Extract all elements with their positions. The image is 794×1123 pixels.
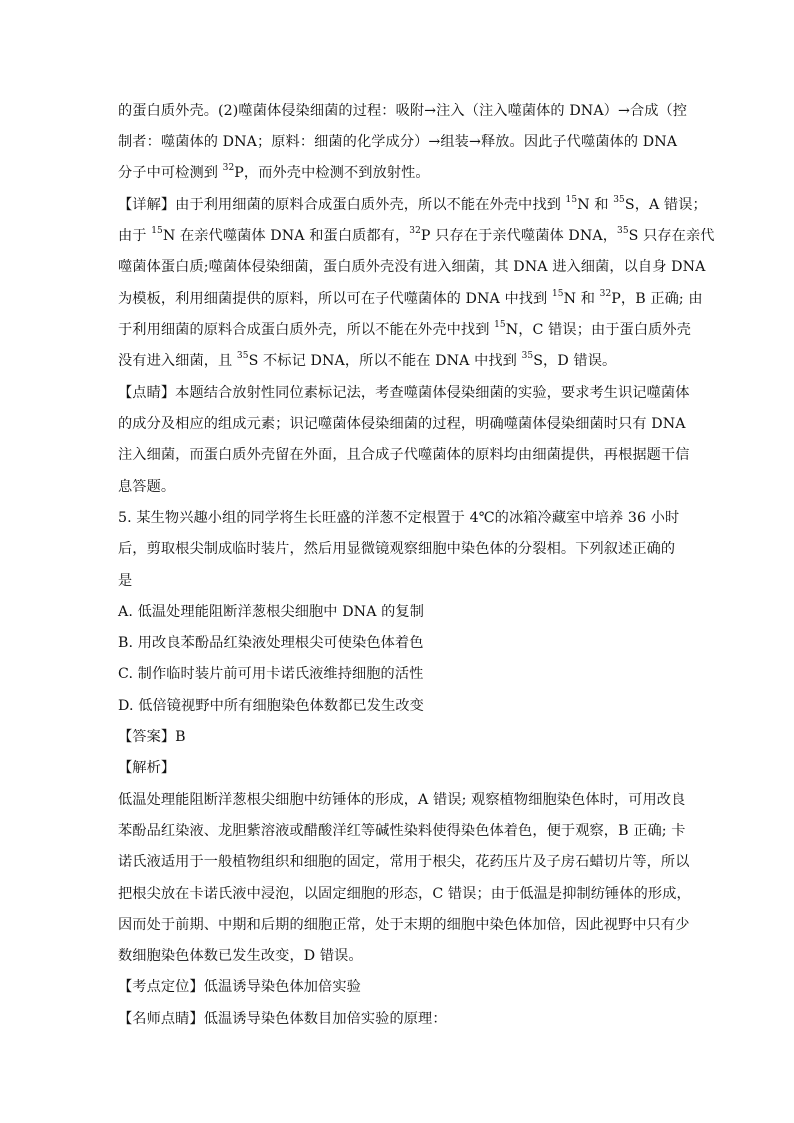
superscript: 32: [222, 163, 235, 174]
text-segment: 【答案】B: [118, 729, 186, 745]
text-line: [118, 132, 688, 152]
text-segment: D. 低倍镜视野中所有细胞染色体数都已发生改变: [118, 698, 424, 714]
text-line: [118, 195, 707, 215]
text-line: [118, 320, 691, 340]
text-line: [118, 977, 688, 997]
text-segment: 【点睛】本题结合放射性同位素标记法，考查噬菌体侵染细菌的实验，要求考生识记噬菌体: [118, 385, 690, 401]
superscript: 35: [521, 351, 534, 362]
text-segment: 后，剪取根尖制成临时装片，然后用显微镜观察细胞中染色体的分裂相。下列叙述正确的: [118, 541, 676, 557]
text-segment: P，而外壳中检测不到放射性。: [234, 165, 430, 181]
superscript: 32: [599, 289, 612, 300]
text-line: [118, 633, 688, 653]
text-segment: 诺氏液适用于一般植物组织和细胞的固定，常用于根尖，花药压片及子房石蜡切片等，所以: [118, 854, 690, 870]
text-line: [118, 226, 715, 246]
text-segment: 于利用细菌的原料合成蛋白质外壳，所以不能在外壳中找到: [118, 322, 495, 338]
text-segment: S 只存在亲代: [628, 228, 715, 244]
text-segment: N，C 错误；由于蛋白质外壳: [505, 322, 691, 338]
text-segment: 没有进入细菌，且: [118, 353, 237, 369]
text-segment: 【考点定位】低温诱导染色体加倍实验: [118, 979, 361, 995]
text-segment: 低温处理能阻断洋葱根尖细胞中纺锤体的形成，A 错误; 观察植物细胞染色体时，可用改良: [118, 792, 686, 808]
text-line: [118, 163, 688, 183]
text-line: [118, 101, 688, 121]
text-segment: S 不标记 DNA，所以不能在 DNA 中找到: [248, 353, 522, 369]
superscript: 15: [494, 320, 506, 331]
text-segment: 【名师点睛】低温诱导染色体数目加倍实验的原理：: [118, 1011, 447, 1027]
text-line: [118, 1009, 688, 1029]
text-line: [118, 727, 688, 747]
text-line: [118, 351, 688, 371]
text-segment: N 和: [577, 197, 614, 213]
text-segment: 息答题。: [118, 479, 176, 495]
text-line: [118, 915, 688, 935]
text-line: [118, 571, 688, 591]
superscript: 35: [613, 195, 625, 206]
text-segment: 苯酚品红染液、龙胆紫溶液或醋酸洋红等碱性染料使得染色体着色，便于观察，B 正确; 卡: [118, 823, 686, 839]
text-segment: 因而处于前期、中期和后期的细胞正常，处于末期的细胞中染色体加倍，因此视野中只有少: [118, 917, 690, 933]
text-segment: 噬菌体蛋白质;噬菌体侵染细菌，蛋白质外壳没有进入细菌，其 DNA 进入细菌，以自身 DNA: [118, 259, 706, 275]
text-line: [118, 383, 688, 403]
text-line: [118, 508, 688, 528]
text-segment: 是: [118, 573, 133, 589]
superscript: 32: [409, 226, 421, 237]
text-segment: 5. 某生物兴趣小组的同学将生长旺盛的洋葱不定根置于 4℃的冰箱冷藏室中培养 36 小时: [118, 510, 680, 526]
text-line: [118, 539, 688, 559]
text-segment: C. 制作临时装片前可用卡诺氏液维持细胞的活性: [118, 666, 424, 682]
text-segment: 由于: [118, 228, 152, 244]
superscript: 15: [151, 226, 163, 237]
text-line: [118, 602, 688, 622]
text-segment: 为模板，利用细菌提供的原料，所以可在子代噬菌体的 DNA 中找到: [118, 291, 552, 307]
superscript: 15: [551, 289, 564, 300]
text-line: [118, 289, 703, 309]
superscript: 35: [236, 351, 249, 362]
text-line: [118, 414, 688, 434]
text-segment: 分子中可检测到: [118, 165, 223, 181]
text-segment: N 在亲代噬菌体 DNA 和蛋白质都有，: [162, 228, 410, 244]
text-segment: N 和: [563, 291, 600, 307]
text-line: [118, 946, 688, 966]
text-line: [118, 821, 688, 841]
text-segment: 【解析】: [118, 760, 176, 776]
text-segment: 数细胞染色体数已发生改变，D 错误。: [118, 948, 363, 964]
text-line: [118, 758, 688, 778]
text-segment: S，D 错误。: [533, 353, 617, 369]
text-line: [118, 790, 688, 810]
superscript: 35: [617, 226, 629, 237]
text-line: [118, 445, 688, 465]
text-segment: S，A 错误；: [624, 197, 707, 213]
text-line: [118, 664, 688, 684]
text-line: [118, 696, 688, 716]
text-segment: P 只存在于亲代噬菌体 DNA，: [420, 228, 617, 244]
text-segment: 的蛋白质外壳。(2)噬菌体侵染细菌的过程：吸附→注入（注入噬菌体的 DNA）→合成（控: [118, 103, 688, 119]
text-segment: 把根尖放在卡诺氏液中浸泡，以固定细胞的形态，C 错误；由于低温是抑制纺锤体的形成，: [118, 886, 691, 902]
text-line: [118, 852, 688, 872]
text-segment: P，B 正确; 由: [611, 291, 703, 307]
superscript: 15: [565, 195, 578, 206]
text-segment: A. 低温处理能阻断洋葱根尖细胞中 DNA 的复制: [118, 604, 425, 620]
text-line: [118, 477, 688, 497]
text-line: [118, 884, 691, 904]
text-segment: 制者：噬菌体的 DNA；原料：细菌的化学成分）→组装→释放。因此子代噬菌体的 DNA: [118, 134, 678, 150]
text-segment: 【详解】由于利用细菌的原料合成蛋白质外壳，所以不能在外壳中找到: [118, 197, 566, 213]
text-segment: 注入细菌，而蛋白质外壳留在外面，且合成子代噬菌体的原料均由细菌提供，再根据题干信: [118, 447, 690, 463]
text-segment: 的成分及相应的组成元素；识记噬菌体侵染细菌的过程，明确噬菌体侵染细菌时只有 DNA: [118, 416, 686, 432]
text-line: [118, 257, 706, 277]
text-segment: B. 用改良苯酚品红染液处理根尖可使染色体着色: [118, 635, 424, 651]
